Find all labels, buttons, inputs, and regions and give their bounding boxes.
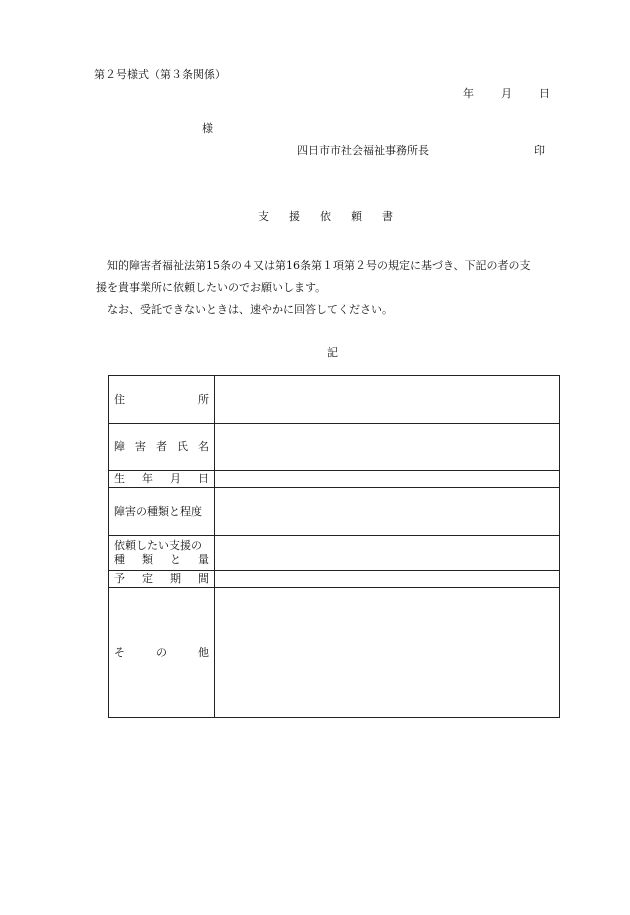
row-birth: [109, 471, 560, 488]
label-char: 者: [156, 440, 167, 453]
title-char: 書: [382, 210, 393, 223]
body-text: [96, 255, 580, 321]
label-char: そ: [114, 645, 125, 659]
form-number: 第２号様式（第３条関係）: [94, 68, 226, 81]
label-char: 生: [114, 472, 125, 485]
ki-heading: 記: [327, 346, 338, 359]
label-char: 他: [198, 645, 209, 659]
row-other: [109, 588, 560, 718]
body-paragraph-2: なお、受託できないときは、速やかに回答してください。: [107, 303, 393, 316]
field-name[interactable]: [215, 424, 560, 471]
request-form-table: [108, 375, 560, 718]
row-address: [109, 376, 560, 424]
row-period: [109, 571, 560, 588]
label-char: 間: [198, 572, 209, 585]
label-char: 住: [114, 392, 125, 406]
label-char: 種: [114, 553, 125, 566]
title-char: 依: [320, 210, 331, 223]
field-other[interactable]: [215, 588, 560, 718]
label-name: [109, 424, 215, 471]
label-birth: [109, 471, 215, 488]
field-disability[interactable]: [215, 488, 560, 536]
label-char: 月: [170, 472, 181, 485]
label-char: 類: [142, 553, 153, 566]
title-char: 支: [258, 210, 269, 223]
label-char: 名: [198, 440, 209, 453]
sender-name: 四日市市社会福祉事務所長: [297, 144, 429, 157]
body-paragraph-1-line-2: 援を貴事業所に依頼したいのでお願いします。: [96, 281, 327, 294]
title-char: 頼: [351, 210, 362, 223]
label-other: [109, 588, 215, 718]
label-char: 年: [142, 472, 153, 485]
label-period: [109, 571, 215, 588]
label-text: 依頼したい支援の: [114, 539, 202, 552]
row-disability: [109, 488, 560, 536]
label-char: 期: [170, 572, 181, 585]
label-disability: [109, 488, 215, 536]
label-char: 害: [135, 440, 146, 453]
addressee-suffix: 様: [202, 122, 213, 135]
date-day: 日: [539, 87, 550, 100]
field-period[interactable]: [215, 571, 560, 588]
date-month: 月: [501, 87, 512, 100]
date-year: 年: [463, 87, 474, 100]
label-char: と: [170, 553, 181, 566]
label-char: 予: [114, 572, 125, 585]
row-name: [109, 424, 560, 471]
field-birth[interactable]: [215, 471, 560, 488]
document-title: [258, 211, 413, 222]
label-char: 障: [114, 440, 125, 453]
label-char: 氏: [177, 440, 188, 453]
label-text: 障害の種類と程度: [114, 504, 202, 518]
seal-mark: 印: [534, 144, 545, 157]
field-support[interactable]: [215, 536, 560, 571]
row-support: [109, 536, 560, 571]
field-address[interactable]: [215, 376, 560, 424]
date-line: [463, 88, 550, 99]
body-paragraph-1-line-1: 知的障害者福祉法第15条の４又は第16条第１項第２号の規定に基づき、下記の者の支: [107, 259, 531, 272]
label-address: [109, 376, 215, 424]
label-char: 日: [198, 472, 209, 485]
label-char: 定: [142, 572, 153, 585]
label-support: [109, 536, 215, 571]
label-char: 量: [198, 553, 209, 566]
label-char: 所: [198, 392, 209, 406]
title-char: 援: [289, 210, 300, 223]
label-char: の: [156, 645, 167, 659]
